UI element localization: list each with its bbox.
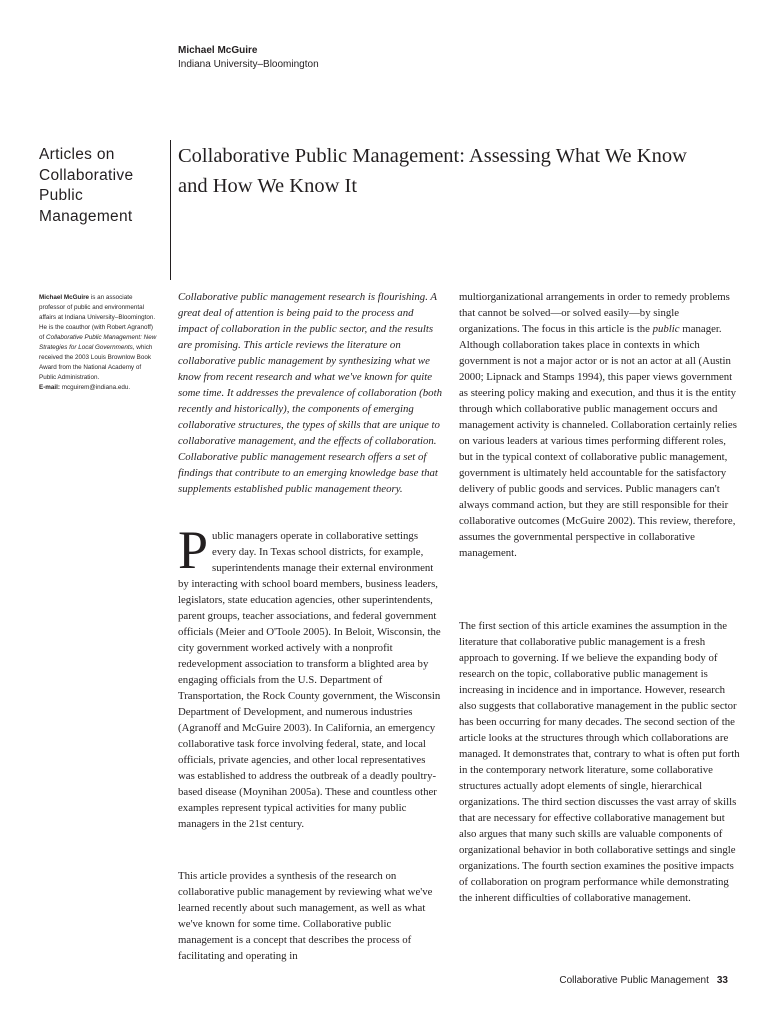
bio-name: Michael McGuire [39, 294, 90, 301]
bio-book-title: Collaborative Public Management: New Strategies for Local Governments, [39, 334, 157, 351]
drop-cap: P [178, 520, 209, 580]
bio-text-2: which received the 2003 Louis Brownlow Book Award from the National Academy of Public Administration. [39, 344, 153, 381]
running-title: Collaborative Public Management [559, 975, 709, 986]
page-footer [559, 975, 728, 986]
author-block [178, 44, 319, 72]
page-number: 33 [716, 975, 728, 986]
article-title: Collaborative Public Management: Assessing What We Know and How We Know It [178, 145, 687, 197]
author-affiliation: Indiana University–Bloomington [178, 59, 319, 70]
bio-email-label: E-mail: [39, 384, 60, 391]
author-name: Michael McGuire [178, 45, 258, 56]
right-paragraph-2 [459, 618, 741, 906]
right-paragraph-1 [459, 289, 741, 561]
right-paragraph-1-emphasis: public [652, 323, 680, 335]
bio-text-1: is an associate professor of public and environmental affairs at Indiana University–Bloomington. He is the coauthor (with Robert Agranoff) of [39, 294, 156, 341]
bio-email[interactable]: mcguirem@indiana.edu. [60, 384, 131, 391]
abstract-text: Collaborative public management research is flourishing. A great deal of attention is being paid to the process and impact of collaboration in the public sector, and the results are promising. This article reviews the literature on collaborative public management by synthesizing what we know from recent research and what we've known for quite some time. It addresses the prevalence of collaboration (both recently and historically), the components of emerging collaborative structures, the types of skills that are unique to collaborative management, and the effects of collaboration. Collaborative public management research offers a set of findings that contribute to an emerging knowledge base that supplements established public management theory. [178, 291, 442, 495]
right-paragraph-1-text-a: multiorganizational arrangements in order to remedy problems that cannot be solved—or solved easily—by single organizations. The focus in this article is the [459, 291, 730, 335]
author-bio [39, 293, 159, 393]
body-paragraph-2 [178, 868, 442, 964]
abstract [178, 289, 442, 497]
vertical-divider [170, 140, 171, 280]
body-paragraph-2-text: This article provides a synthesis of the research on collaborative public management by reviewing what we've learned recently about such management, as well as what we've known for some time. Collaborative public management is a concept that describes the process of facilitating and operating in [178, 870, 433, 962]
body-paragraph-1 [178, 520, 442, 832]
right-paragraph-1-text-b: manager. Although collaboration takes place in contexts in which government is not a major actor or is not an actor at all (Austin 2000; Lipnack and Stamps 1994), this paper views government as steering policy making and execution, and thus it is the entity through which collaborative public management occurs and management activity is channeled. Collaboration certainly relies on various leaders at various times performing different roles, but in the typical context of collaborative public management, government is ultimately held accountable for the satisfactory delivery of public goods and services. Public managers can't always command action, but they are still responsible for their collaborative outcomes (McGuire 2002). This review, therefore, assumes the governmental perspective in collaborative management. [459, 323, 737, 559]
body-paragraph-1-text: ublic managers operate in collaborative settings every day. In Texas school districts, for example, superintendents manage their external environment by interacting with school board members, business leaders, legislators, state education agencies, other superintendents, parent groups, teacher associations, and federal government officials (Meier and O'Toole 2005). In Beloit, Wisconsin, the city government worked actively with a nonprofit redevelopment association to transform a blighted area by engaging officials from the U.S. Department of Transportation, the Rock County government, the Wisconsin Department of Development, and numerous industries (Agranoff and McGuire 2003). In California, an emergency collaborative task force involving federal, state, and local officials, private agencies, and other local representatives was established to address the outbreak of a deadly poultry-based disease (Moynihan 2005a). These and countless other examples represent typical activities for many public managers in the 21st century. [178, 530, 441, 830]
right-paragraph-2-text: The first section of this article examines the assumption in the literature that collaborative public management is a fresh approach to governing. If we believe the expanding body of research on the topic, collaborative public management is increasing in incidence and in importance. However, research also suggests that collaborative management in the public sector has been occurring for many decades. The second section of the article looks at the structures through which collaborations are managed. It demonstrates that, contrary to what is often put forth in the contemporary network literature, some collaborative structures actually adopt elements of single, hierarchical organizations. The third section discusses the vast array of skills that are necessary for effective collaborative management but also argues that many such skills are valuable components of organizational behavior in both collaborative settings and single organizations. The fourth section examines the positive impacts of collaboration on program performance while demonstrating the inherent difficulties of collaborative management. [459, 620, 740, 904]
series-label: Articles on Collaborative Public Management [39, 146, 134, 225]
